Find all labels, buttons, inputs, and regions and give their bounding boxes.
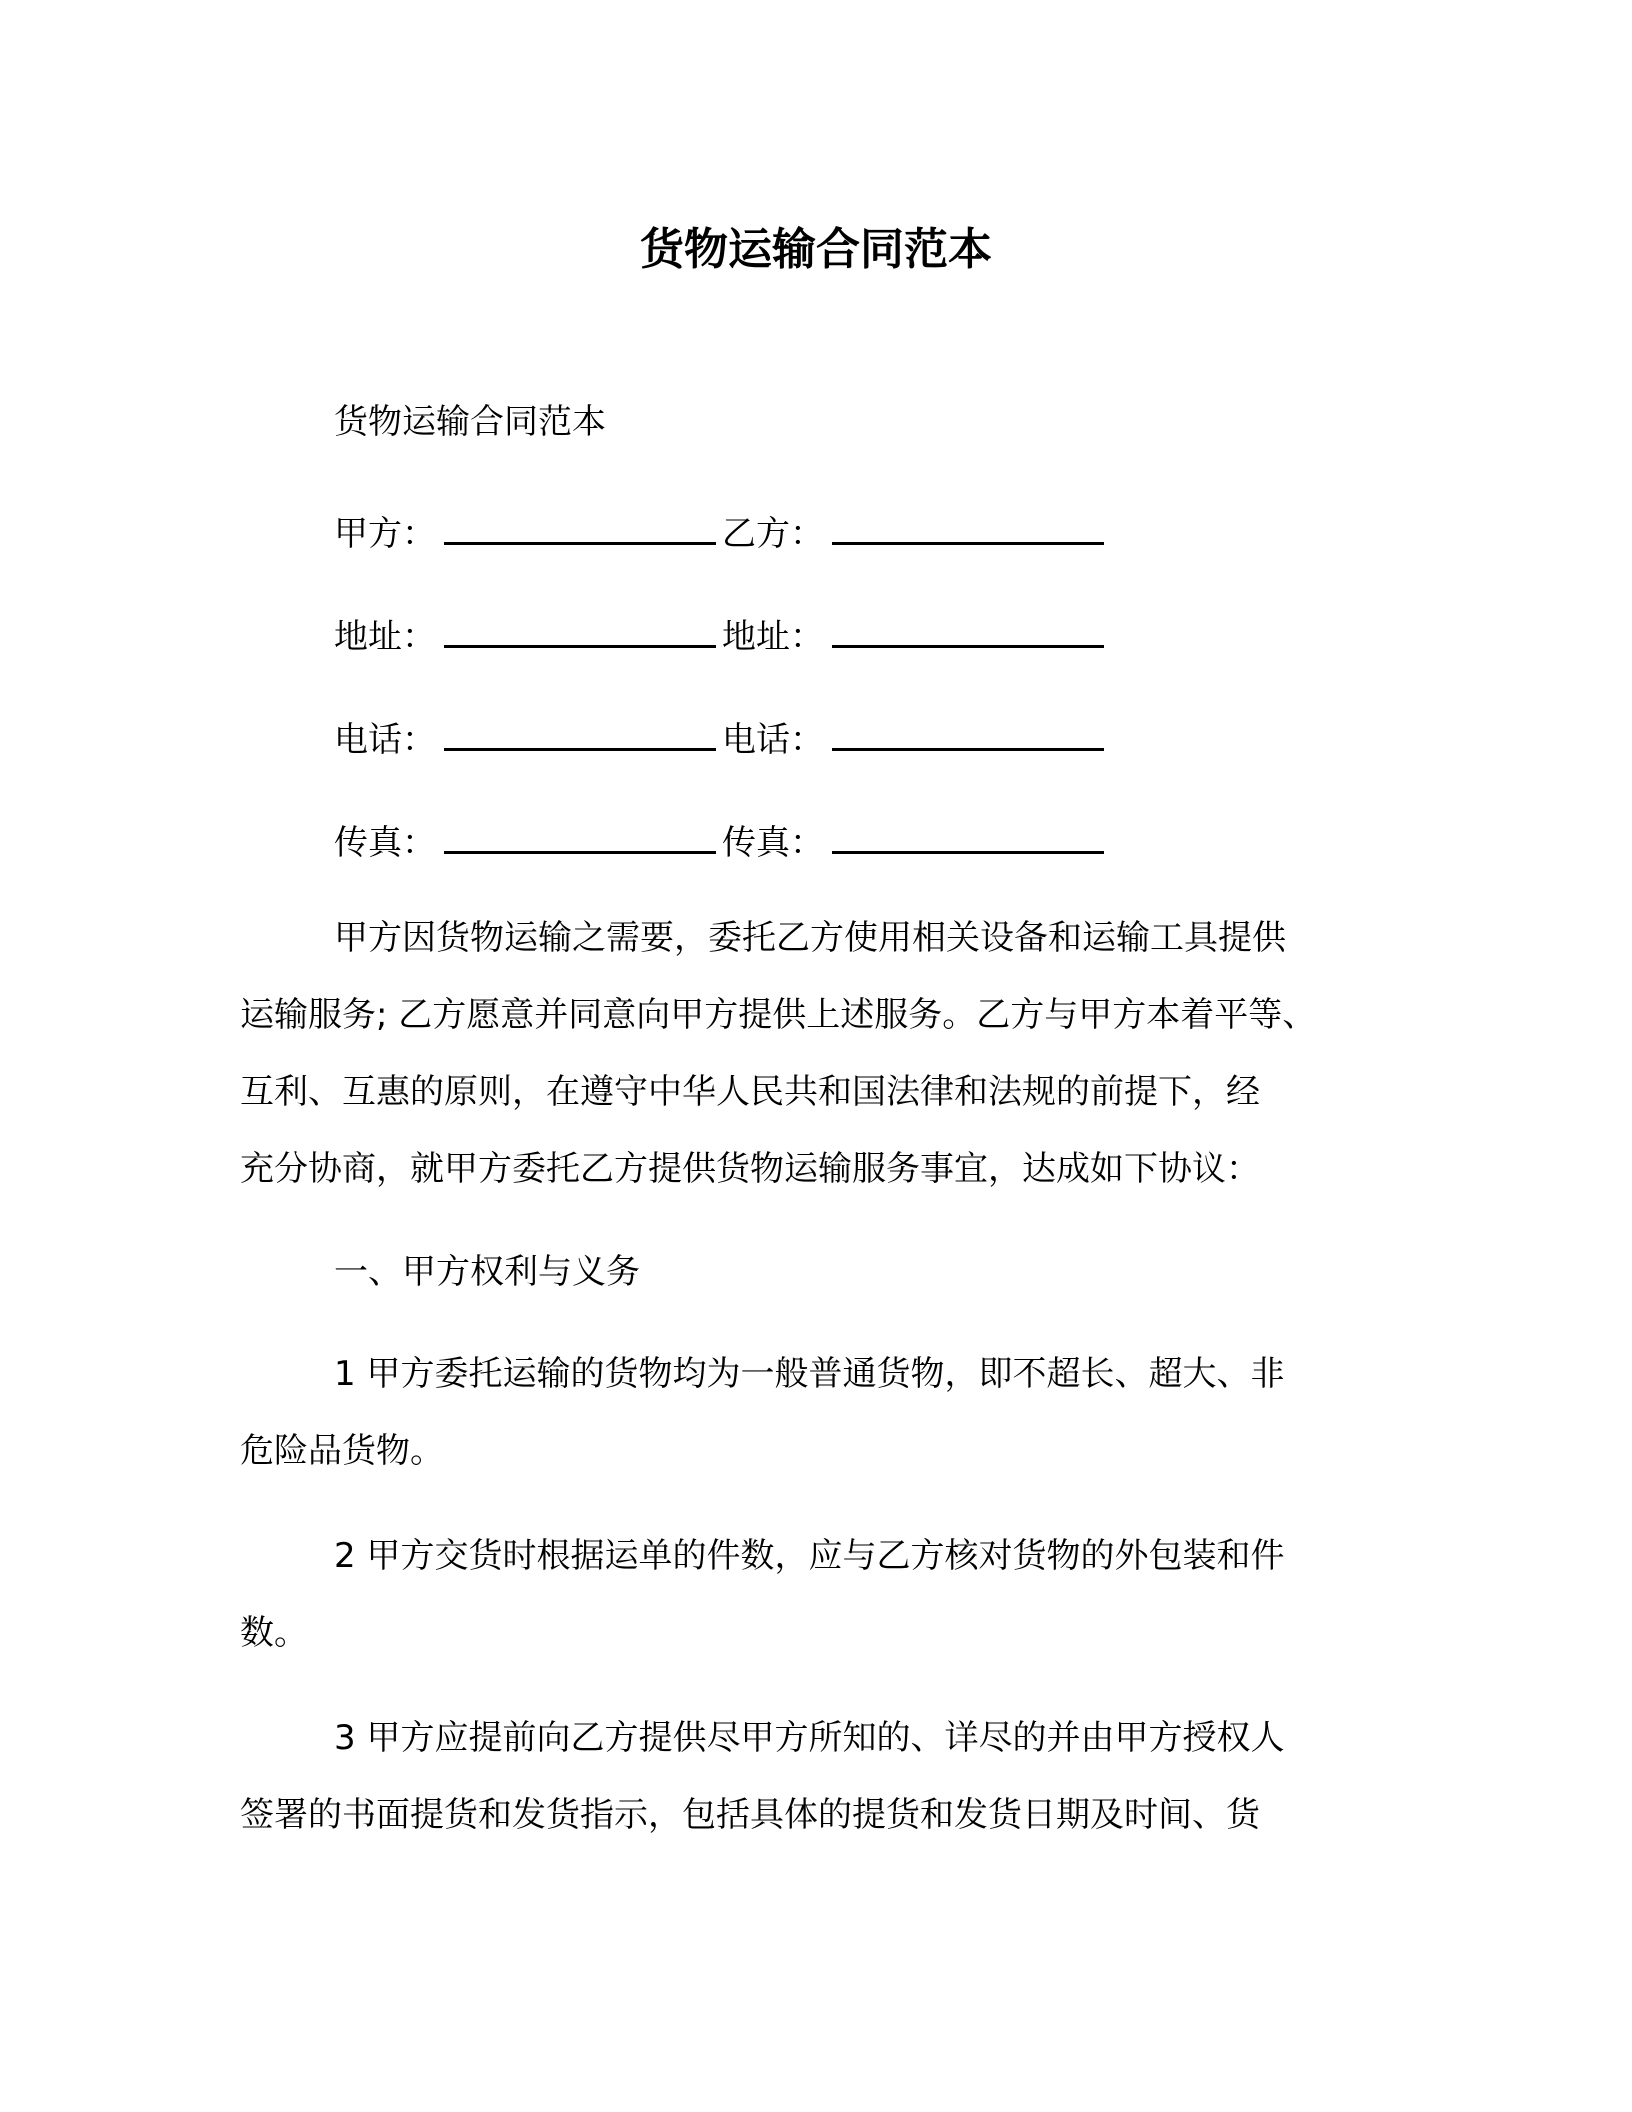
fax-b-label: 传真： [722,823,824,863]
intro-line: 充分协商，就甲方委托乙方提供货物运输服务事宜，达成如下协议： [240,1149,1260,1189]
party-a-label: 甲方： [334,514,436,554]
address-b-label: 地址： [722,617,824,657]
clause-line: 签署的书面提货和发货指示，包括具体的提货和发货日期及时间、货 [240,1795,1260,1835]
clause-3 [240,1700,1370,1854]
phone-b-blank[interactable] [832,716,1104,751]
intro-line: 互利、互惠的原则，在遵守中华人民共和国法律和法规的前提下，经 [240,1072,1260,1112]
intro-paragraph [240,900,1370,1208]
section-heading: 一、甲方权利与义务 [334,1252,640,1292]
party-a-blank[interactable] [444,510,716,545]
address-b-blank[interactable] [832,613,1104,648]
phone-b-label: 电话： [722,720,824,760]
document-title: 货物运输合同范本 [640,224,992,275]
clause-line: 3 甲方应提前向乙方提供尽甲方所知的、详尽的并由甲方授权人 [334,1718,1285,1758]
party-b-label: 乙方： [722,514,824,554]
intro-line: 运输服务; 乙方愿意并同意向甲方提供上述服务。乙方与甲方本着平等、 [240,995,1317,1035]
fax-a-blank[interactable] [444,819,716,854]
address-a-label: 地址： [334,617,436,657]
clause-2 [240,1518,1370,1672]
clause-line: 2 甲方交货时根据运单的件数，应与乙方核对货物的外包装和件 [334,1536,1285,1576]
field-row-party [334,510,1110,556]
field-row-fax [334,819,1110,865]
fax-b-blank[interactable] [832,819,1104,854]
clause-line: 危险品货物。 [240,1431,444,1471]
clause-1 [240,1336,1370,1490]
clause-line: 1 甲方委托运输的货物均为一般普通货物，即不超长、超大、非 [334,1354,1285,1394]
field-row-phone [334,716,1110,762]
fax-a-label: 传真： [334,823,436,863]
intro-line: 甲方因货物运输之需要，委托乙方使用相关设备和运输工具提供 [334,918,1286,958]
phone-a-label: 电话： [334,720,436,760]
clause-line: 数。 [240,1613,308,1653]
address-a-blank[interactable] [444,613,716,648]
phone-a-blank[interactable] [444,716,716,751]
document-subtitle: 货物运输合同范本 [334,402,606,442]
party-b-blank[interactable] [832,510,1104,545]
field-row-address [334,613,1110,659]
